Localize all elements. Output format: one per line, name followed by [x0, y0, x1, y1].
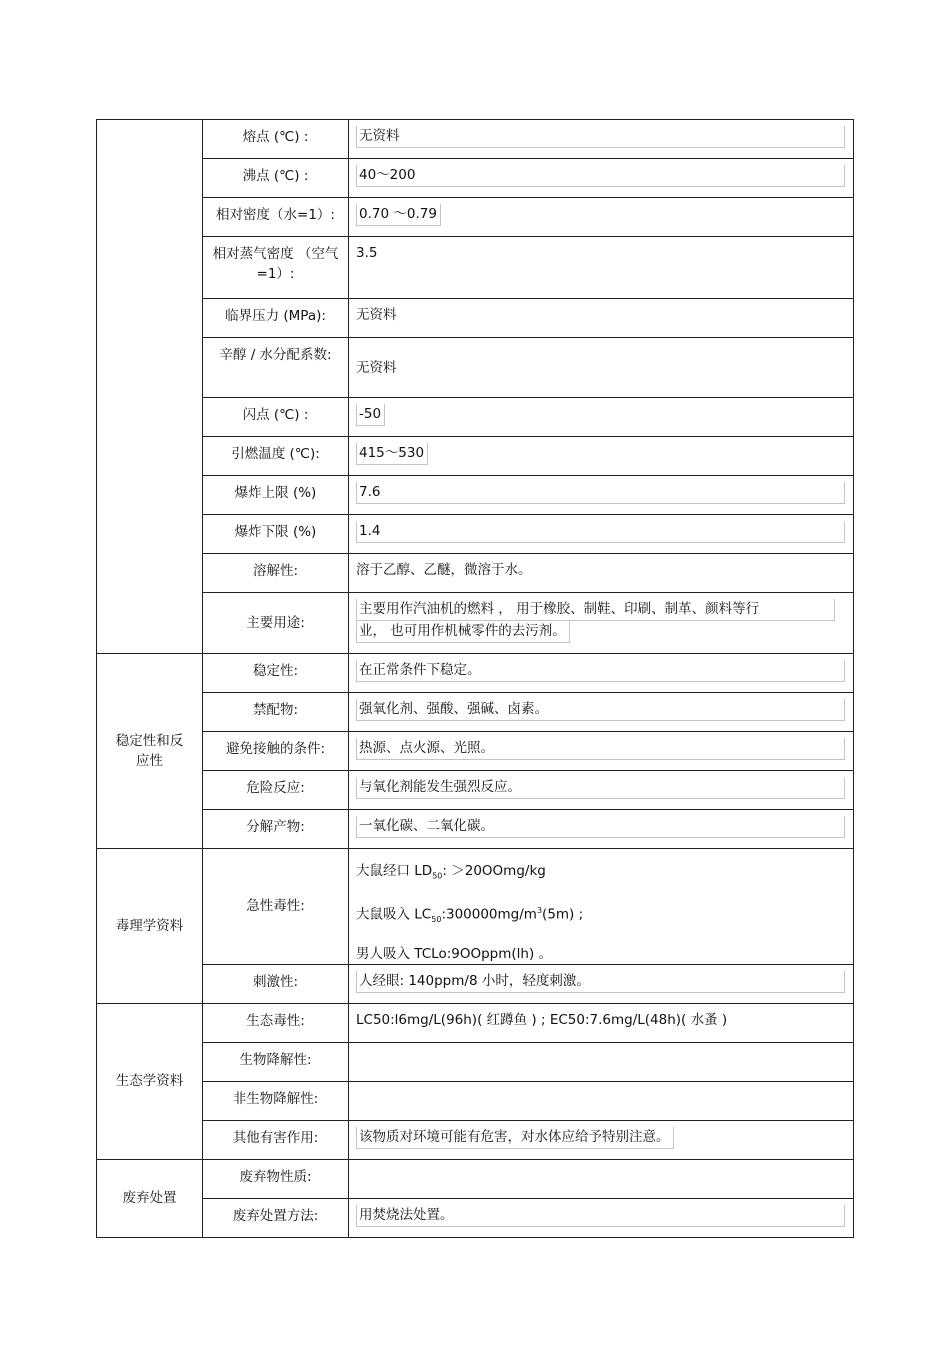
- row-value: 热源、点火源、光照。: [356, 738, 845, 760]
- row-value: 0.70 ～0.79: [356, 204, 441, 226]
- msds-table: [96, 119, 854, 1238]
- table-row: [97, 849, 854, 965]
- row-value: LC50:l6mg/L(96h)( 红蹲鱼 ) ; EC50:7.6mg/L(48h)( 水蚤 ): [349, 1003, 854, 1042]
- row-value: 1.4: [356, 521, 845, 543]
- tox-line-inhal-human: 男人吸入 TCLo:9OOppm(lh) 。: [356, 945, 553, 962]
- row-value: 人经眼: 140ppm/8 小时，轻度刺激。: [356, 971, 845, 993]
- table-row: [97, 437, 854, 476]
- table-row: [97, 554, 854, 593]
- table-row: [97, 693, 854, 732]
- row-label: 稳定性:: [203, 654, 349, 693]
- table-row: [97, 515, 854, 554]
- table-row: [97, 398, 854, 437]
- row-value: [349, 1159, 854, 1198]
- row-value: 无资料: [349, 299, 854, 338]
- row-label: 引燃温度 (℃):: [203, 437, 349, 476]
- category-stability: 稳定性和反应性: [97, 654, 203, 849]
- row-label: 分解产物:: [203, 810, 349, 849]
- category-physical: [97, 120, 203, 654]
- row-value: [349, 1042, 854, 1081]
- usage-line-2: 业， 也可用作机械零件的去污剂。: [356, 621, 570, 643]
- row-value: 一氧化碳、二氧化碳。: [356, 816, 845, 838]
- row-label: 非生物降解性:: [203, 1081, 349, 1120]
- table-row: [97, 159, 854, 198]
- row-value: 溶于乙醇、乙醚，微溶于水。: [349, 554, 854, 593]
- row-value: 40～200: [356, 165, 845, 187]
- row-value: 在正常条件下稳定。: [356, 660, 845, 682]
- row-label: 爆炸下限 (%): [203, 515, 349, 554]
- row-label: 临界压力 (MPa):: [203, 299, 349, 338]
- row-value: 与氧化剂能发生强烈反应。: [356, 777, 845, 799]
- table-row: [97, 1042, 854, 1081]
- table-row: [97, 654, 854, 693]
- usage-line-1: 主要用作汽油机的燃料 ， 用于橡胶、制鞋、印刷、制革、颜料等行: [356, 599, 835, 621]
- table-row: [97, 1159, 854, 1198]
- category-disposal: 废弃处置: [97, 1159, 203, 1237]
- table-row: [97, 299, 854, 338]
- row-label: 闪点 (℃) :: [203, 398, 349, 437]
- row-value: 415～530: [356, 443, 428, 465]
- category-toxicology: 毒理学资料: [97, 849, 203, 1004]
- row-label: 爆炸上限 (%): [203, 476, 349, 515]
- row-label: 其他有害作用:: [203, 1120, 349, 1159]
- row-label: 废弃处置方法:: [203, 1198, 349, 1237]
- row-value: -50: [356, 404, 385, 426]
- table-row: [97, 1120, 854, 1159]
- table-row: [97, 732, 854, 771]
- row-label: 溶解性:: [203, 554, 349, 593]
- row-value: 该物质对环境可能有危害，对水体应给予特别注意。: [356, 1127, 674, 1149]
- row-value: 无资料: [356, 126, 845, 148]
- row-label: 主要用途:: [203, 593, 349, 654]
- row-value: 7.6: [356, 482, 845, 504]
- row-label: 熔点 (℃) :: [203, 120, 349, 159]
- row-label: 废弃物性质:: [203, 1159, 349, 1198]
- row-label: 相对蒸气密度 （空气=1）:: [203, 237, 349, 299]
- table-row: [97, 237, 854, 299]
- row-label: 危险反应:: [203, 771, 349, 810]
- table-row: [97, 771, 854, 810]
- table-row: [97, 1198, 854, 1237]
- category-ecology: 生态学资料: [97, 1003, 203, 1159]
- table-row: [97, 198, 854, 237]
- tox-line-oral: 大鼠经口 $LD_{50}$: ＞20OOmg/kg: [356, 863, 546, 881]
- acute-toxicity-values: [349, 849, 854, 965]
- table-row: [97, 593, 854, 654]
- row-value: 强氧化剂、强酸、强碱、卤素。: [356, 699, 845, 721]
- row-value: 无资料: [349, 338, 854, 398]
- row-label: 辛醇 / 水分配系数:: [203, 338, 349, 398]
- row-value: 用焚烧法处置。: [356, 1205, 845, 1227]
- table-row: [97, 1081, 854, 1120]
- table-row: [97, 810, 854, 849]
- row-label: 生物降解性:: [203, 1042, 349, 1081]
- tox-line-inhal-rat: 大鼠吸入 $LC_{50}:300000mg/m^3(5m)$ ;: [356, 905, 584, 924]
- row-label: 急性毒性:: [203, 849, 349, 965]
- row-value: 3.5: [349, 237, 854, 299]
- table-row: [97, 476, 854, 515]
- table-row: [97, 1003, 854, 1042]
- row-label: 禁配物:: [203, 693, 349, 732]
- row-label: 生态毒性:: [203, 1003, 349, 1042]
- table-row: [97, 964, 854, 1003]
- row-label: 避免接触的条件:: [203, 732, 349, 771]
- row-label: 沸点 (℃) :: [203, 159, 349, 198]
- row-label: 相对密度（水=1）:: [203, 198, 349, 237]
- table-row: [97, 338, 854, 398]
- row-label: 刺激性:: [203, 964, 349, 1003]
- table-row: [97, 120, 854, 159]
- row-value: [349, 1081, 854, 1120]
